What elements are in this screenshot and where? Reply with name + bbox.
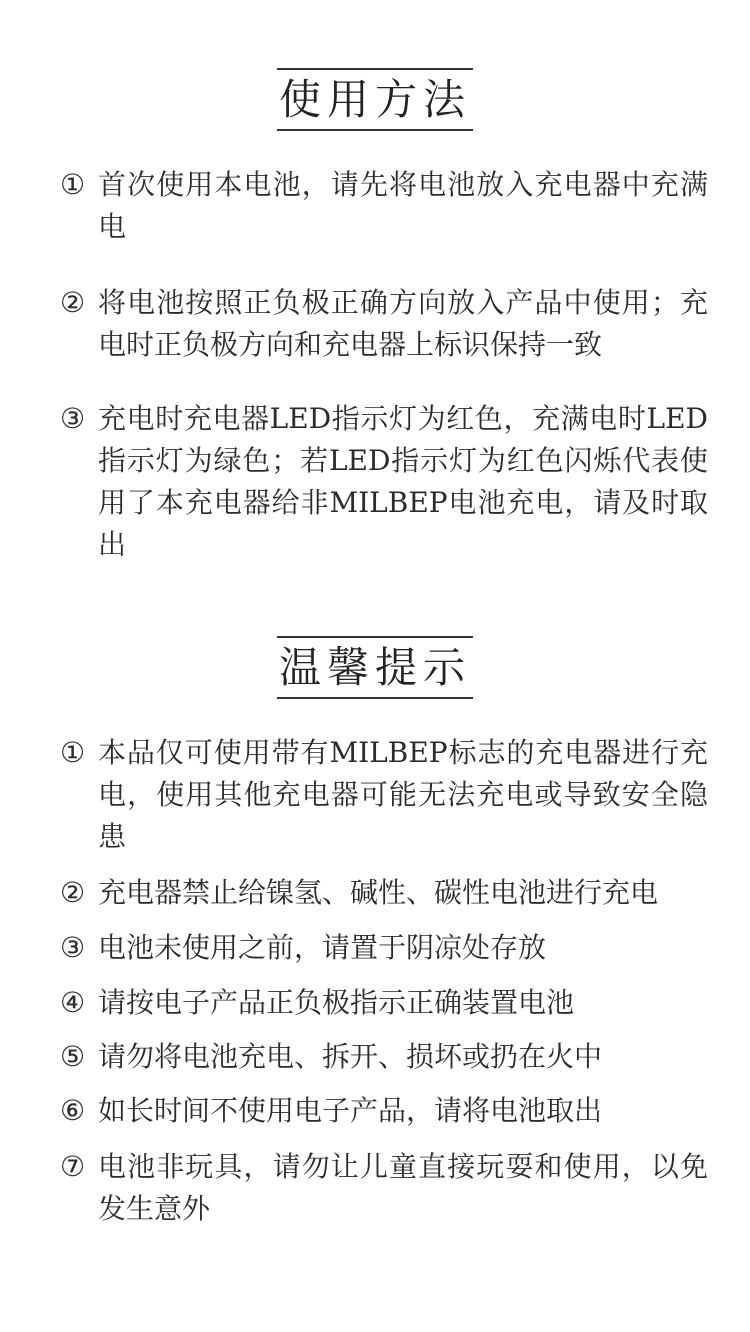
tips-item-text: 请勿将电池充电、拆开、损坏或扔在火中 — [98, 1040, 603, 1073]
tips-title: 温馨提示 — [277, 636, 473, 699]
tips-item-5 — [60, 1036, 708, 1078]
tips-item-number: ⑥ — [60, 1094, 86, 1127]
tips-item-text: 本品仅可使用带有MILBEP标志的充电器进行充电，使用其他充电器可能无法充电或导致安全隐患 — [98, 736, 708, 853]
tips-item-1 — [60, 732, 708, 858]
tips-item-number: ⑦ — [60, 1150, 86, 1183]
tips-item-7 — [60, 1146, 708, 1230]
tips-item-4 — [60, 982, 708, 1024]
usage-section-title — [0, 68, 750, 131]
usage-item-text: 将电池按照正负极正确方向放入产品中使用；充电时正负极方向和充电器上标识保持一致 — [98, 286, 708, 361]
tips-section-title — [0, 636, 750, 699]
tips-item-6 — [60, 1090, 708, 1132]
usage-item-number: ③ — [60, 402, 86, 435]
usage-item-2 — [60, 282, 708, 366]
tips-item-number: ⑤ — [60, 1040, 86, 1073]
tips-item-text: 如长时间不使用电子产品，请将电池取出 — [98, 1094, 603, 1127]
usage-item-text: 充电时充电器LED指示灯为红色，充满电时LED指示灯为绿色；若LED指示灯为红色闪烁代表使用了本充电器给非MILBEP电池充电，请及时取出 — [98, 402, 708, 561]
tips-item-number: ③ — [60, 931, 86, 964]
tips-item-number: ④ — [60, 986, 86, 1019]
tips-item-number: ② — [60, 876, 86, 909]
usage-item-number: ① — [60, 168, 86, 201]
tips-item-3 — [60, 927, 708, 969]
usage-title: 使用方法 — [277, 68, 473, 131]
tips-item-text: 充电器禁止给镍氢、碱性、碳性电池进行充电 — [98, 876, 659, 909]
usage-item-text: 首次使用本电池，请先将电池放入充电器中充满电 — [98, 168, 708, 243]
tips-item-text: 请按电子产品正负极指示正确装置电池 — [98, 986, 575, 1019]
tips-item-text: 电池非玩具，请勿让儿童直接玩耍和使用，以免发生意外 — [98, 1150, 708, 1225]
usage-item-number: ② — [60, 286, 86, 319]
usage-item-1 — [60, 164, 708, 248]
tips-item-2 — [60, 872, 708, 914]
tips-item-text: 电池未使用之前，请置于阴凉处存放 — [98, 931, 547, 964]
usage-item-3 — [60, 398, 708, 566]
tips-item-number: ① — [60, 736, 86, 769]
